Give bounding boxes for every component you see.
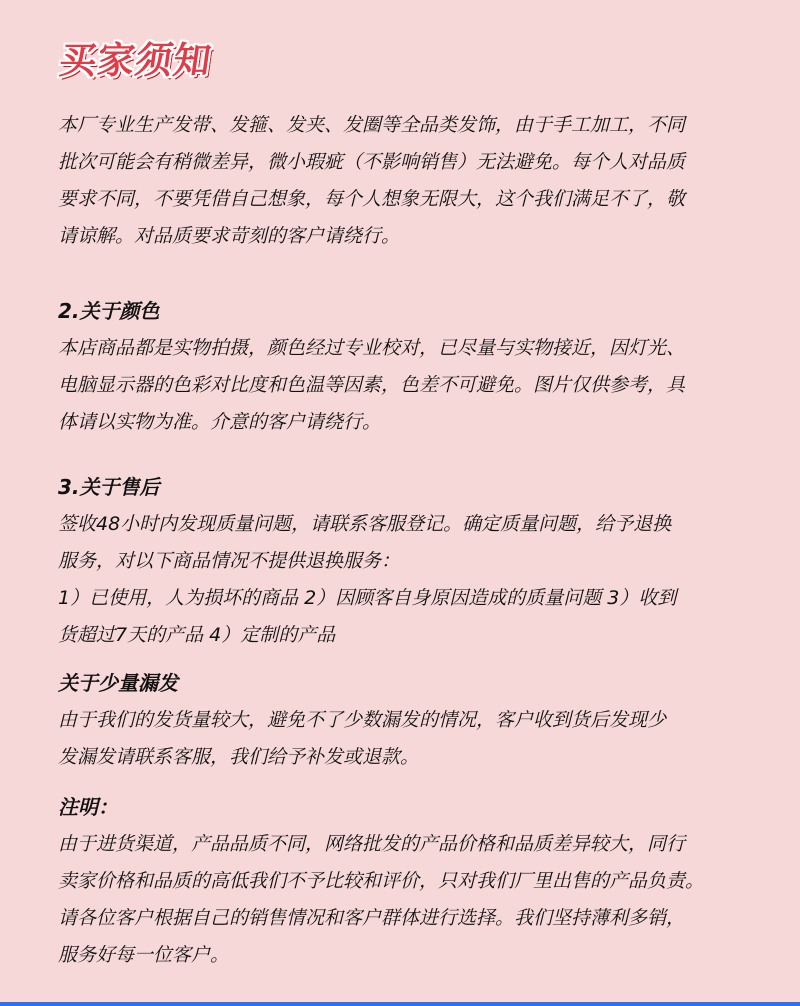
bottom-divider bbox=[0, 1002, 800, 1006]
after-sales-section bbox=[58, 469, 748, 654]
intro-section bbox=[58, 107, 748, 255]
color-section bbox=[58, 293, 748, 441]
missing-items-title: 关于少量漏发 bbox=[58, 671, 178, 695]
color-section-title: 2.关于颜色 bbox=[58, 299, 160, 323]
intro-text: 本厂专业生产发带、发箍、发夹、发圈等全品类发饰，由于手工加工，不同 批次可能会有稍微差异，微小瑕疵（不影响销售）无法避免。每个人对品质 要求不同，不要凭借自己想象，每个人想象无限大，这个我们满足不了，敬 请谅解。对品质要求苛刻的客户请绕行。 bbox=[58, 114, 686, 247]
note-section bbox=[58, 789, 748, 974]
missing-items-section bbox=[58, 665, 748, 776]
page-title: 买家须知 bbox=[56, 38, 215, 82]
after-sales-text: 签收48小时内发现质量问题，请联系客服登记。确定质量问题，给予退换 服务，对以下商品情况不提供退换服务： 1）已使用，人为损坏的商品 2）因顾客自身原因造成的质量问题 3）收到 货超过7天的产品 4）定制的产品 bbox=[58, 513, 677, 646]
note-text: 由于进货渠道，产品品质不同，网络批发的产品价格和品质差异较大，同行 卖家价格和品质的高低我们不予比较和评价，只对我们厂里出售的产品负责。 请各位客户根据自己的销售情况和客户群体进行选择。我们坚持薄利多销， 服务好每一位客户。 bbox=[58, 833, 705, 966]
after-sales-title: 3.关于售后 bbox=[58, 475, 160, 499]
color-section-text: 本店商品都是实物拍摄，颜色经过专业校对，已尽量与实物接近，因灯光、 电脑显示器的色彩对比度和色温等因素，色差不可避免。图片仅供参考，具 体请以实物为准。介意的客户请绕行。 bbox=[58, 337, 686, 433]
note-title: 注明： bbox=[58, 795, 118, 819]
title-banner bbox=[56, 28, 215, 86]
notice-content bbox=[58, 107, 748, 974]
missing-items-text: 由于我们的发货量较大，避免不了少数漏发的情况，客户收到货后发现少 发漏发请联系客服，我们给予补发或退款。 bbox=[58, 709, 667, 768]
